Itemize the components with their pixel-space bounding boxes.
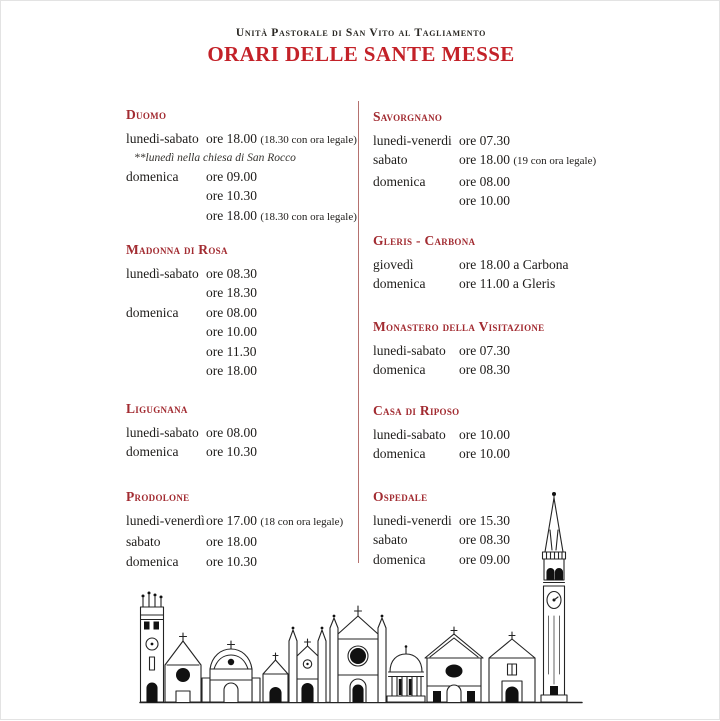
schedule-row	[126, 283, 361, 302]
small-chapel-icon	[263, 653, 288, 702]
day-label	[373, 191, 459, 210]
day-label: lunedi-sabato	[126, 425, 199, 440]
schedule-row	[126, 322, 361, 341]
church-section	[126, 400, 361, 462]
church-name: Ligugnana	[126, 401, 188, 416]
church-oculus-icon	[165, 633, 201, 702]
gothic-church-large-icon	[330, 606, 386, 702]
time-value: ore 10.30	[206, 553, 257, 569]
schedule-row	[126, 264, 361, 283]
time-value: ore 07.30	[459, 133, 510, 148]
day-label: domenica	[373, 446, 426, 462]
church-section	[126, 241, 361, 380]
schedule-row	[126, 167, 361, 186]
church-name: Monastero della Visitazione	[373, 319, 545, 334]
schedule-row	[373, 425, 621, 444]
time-cell	[459, 255, 568, 274]
page-title: ORARI DELLE SANTE MESSE	[207, 42, 515, 66]
day-label: lunedi-sabato	[373, 343, 446, 358]
time-cell	[206, 206, 357, 227]
schedule-row	[126, 186, 361, 205]
time-value: ore 08.00	[206, 304, 257, 320]
time-cell	[206, 186, 257, 205]
church-name: Madonna di Rosa	[126, 242, 228, 257]
time-value: ore 08.30	[459, 362, 510, 378]
time-cell	[459, 360, 510, 379]
time-cell	[206, 303, 257, 322]
dst-note: (18 con ora legale)	[260, 516, 344, 528]
day-label	[126, 186, 206, 205]
day-label: lunedi-venerdi	[373, 513, 452, 528]
day-label: lunedi-sabato	[126, 131, 199, 146]
schedule-row	[126, 361, 361, 380]
time-cell	[459, 274, 555, 293]
schedule-row	[126, 303, 361, 322]
time-value: ore 08.00	[459, 173, 510, 189]
day-label	[126, 342, 206, 361]
time-cell	[206, 264, 257, 283]
time-value: ore 18.00	[206, 363, 257, 379]
time-cell	[206, 361, 257, 380]
schedule-row	[373, 150, 621, 171]
san-vito-campanile-icon	[541, 492, 567, 702]
gothic-church-small-icon	[289, 627, 326, 702]
day-label: domenica	[126, 168, 179, 184]
time-value: ore 18.00	[459, 152, 510, 168]
church-name: Prodolone	[126, 489, 190, 504]
time-value: ore 08.30	[459, 532, 510, 548]
day-label: giovedì	[373, 257, 414, 272]
time-cell	[459, 150, 596, 171]
day-label: domenica	[373, 362, 426, 378]
schedule-footnote: **lunedì nella chiesa di San Rocco	[134, 152, 296, 165]
time-cell	[206, 322, 257, 341]
time-value: ore 18.00	[206, 131, 257, 146]
day-label: sabato	[373, 532, 408, 548]
schedule-row	[373, 172, 621, 191]
schedule-row	[373, 360, 621, 379]
church-section	[373, 318, 621, 380]
day-label: lunedi-sabato	[373, 427, 446, 442]
dst-note: (19 con ora legale)	[513, 155, 597, 168]
church-name: Duomo	[126, 107, 167, 122]
time-value: ore 09.00	[206, 168, 257, 184]
day-label	[126, 206, 206, 227]
time-cell	[459, 341, 510, 360]
time-cell	[459, 172, 510, 191]
time-value: ore 10.00	[459, 446, 510, 462]
day-label: domenica	[373, 276, 426, 292]
time-value: ore 18.30	[206, 285, 257, 301]
left-bell-tower-icon	[141, 592, 164, 703]
time-value: ore 10.30	[206, 188, 257, 204]
day-label: domenica	[126, 304, 179, 320]
time-value: ore 08.30	[206, 266, 257, 281]
church-section	[373, 108, 621, 211]
time-cell	[459, 191, 510, 210]
day-label: lunedì-sabato	[126, 266, 199, 281]
pediment-church-icon	[425, 627, 483, 702]
time-value: ore 18.00 a Carbona	[459, 257, 569, 272]
day-label: domenica	[126, 444, 179, 460]
church-name: Gleris - Carbona	[373, 233, 476, 248]
time-value: ore 10.00	[459, 193, 510, 209]
day-label: domenica	[373, 551, 426, 567]
church-section	[373, 232, 621, 294]
time-value: ore 10.30	[206, 444, 257, 460]
dst-note: (18.30 con ora legale)	[260, 210, 357, 223]
day-label: domenica	[373, 173, 426, 189]
time-value: ore 07.30	[459, 343, 510, 358]
schedule-row	[126, 129, 361, 150]
schedule-row	[373, 131, 621, 150]
church-curved-pediment-icon	[202, 641, 260, 702]
day-label: sabato	[126, 534, 161, 550]
church-name: Ospedale	[373, 489, 428, 504]
schedule-row	[373, 274, 621, 293]
day-label	[126, 283, 206, 302]
time-cell	[459, 131, 510, 150]
time-cell	[459, 444, 510, 463]
time-cell	[459, 425, 510, 444]
schedule-row	[373, 444, 621, 463]
time-cell	[206, 423, 257, 442]
schedule-row	[126, 342, 361, 361]
time-cell	[206, 342, 257, 361]
schedule-row	[373, 341, 621, 360]
time-value: ore 18.00	[206, 207, 257, 223]
day-label: lunedi-venerdì	[126, 513, 205, 528]
time-value: ore 08.00	[206, 425, 257, 440]
time-cell	[206, 167, 257, 186]
church-skyline-svg	[126, 487, 596, 715]
time-cell	[206, 283, 257, 302]
time-value: ore 10.00	[459, 427, 510, 442]
time-value: ore 15.30	[459, 513, 510, 528]
schedule-row	[126, 442, 361, 461]
time-value: ore 09.00	[459, 551, 510, 567]
schedule-row	[126, 423, 361, 442]
time-value: ore 11.00 a Gleris	[459, 276, 556, 292]
day-label: domenica	[126, 553, 179, 569]
time-value: ore 11.30	[206, 343, 257, 359]
day-label	[126, 361, 206, 380]
church-name: Savorgnano	[373, 109, 443, 124]
day-label: lunedi-venerdi	[373, 133, 452, 148]
schedule-row	[373, 255, 621, 274]
church-name: Casa di Riposo	[373, 403, 460, 418]
dst-note: (18.30 con ora legale)	[260, 134, 357, 146]
plain-church-icon	[489, 632, 535, 702]
church-skyline-illustration	[126, 487, 596, 715]
time-value: ore 18.00	[206, 534, 257, 550]
tempietto-icon	[387, 645, 425, 702]
day-label	[126, 322, 206, 341]
time-value: ore 17.00	[206, 513, 257, 528]
schedule-row	[126, 206, 361, 227]
schedule-row	[373, 191, 621, 210]
time-cell	[206, 129, 357, 150]
time-value: ore 10.00	[206, 324, 257, 340]
time-cell	[206, 442, 257, 461]
day-label: sabato	[373, 152, 408, 168]
church-section	[373, 402, 621, 464]
pastoral-unit-name: Unità Pastorale di San Vito al Tagliamento	[235, 27, 487, 39]
church-section	[126, 106, 361, 227]
